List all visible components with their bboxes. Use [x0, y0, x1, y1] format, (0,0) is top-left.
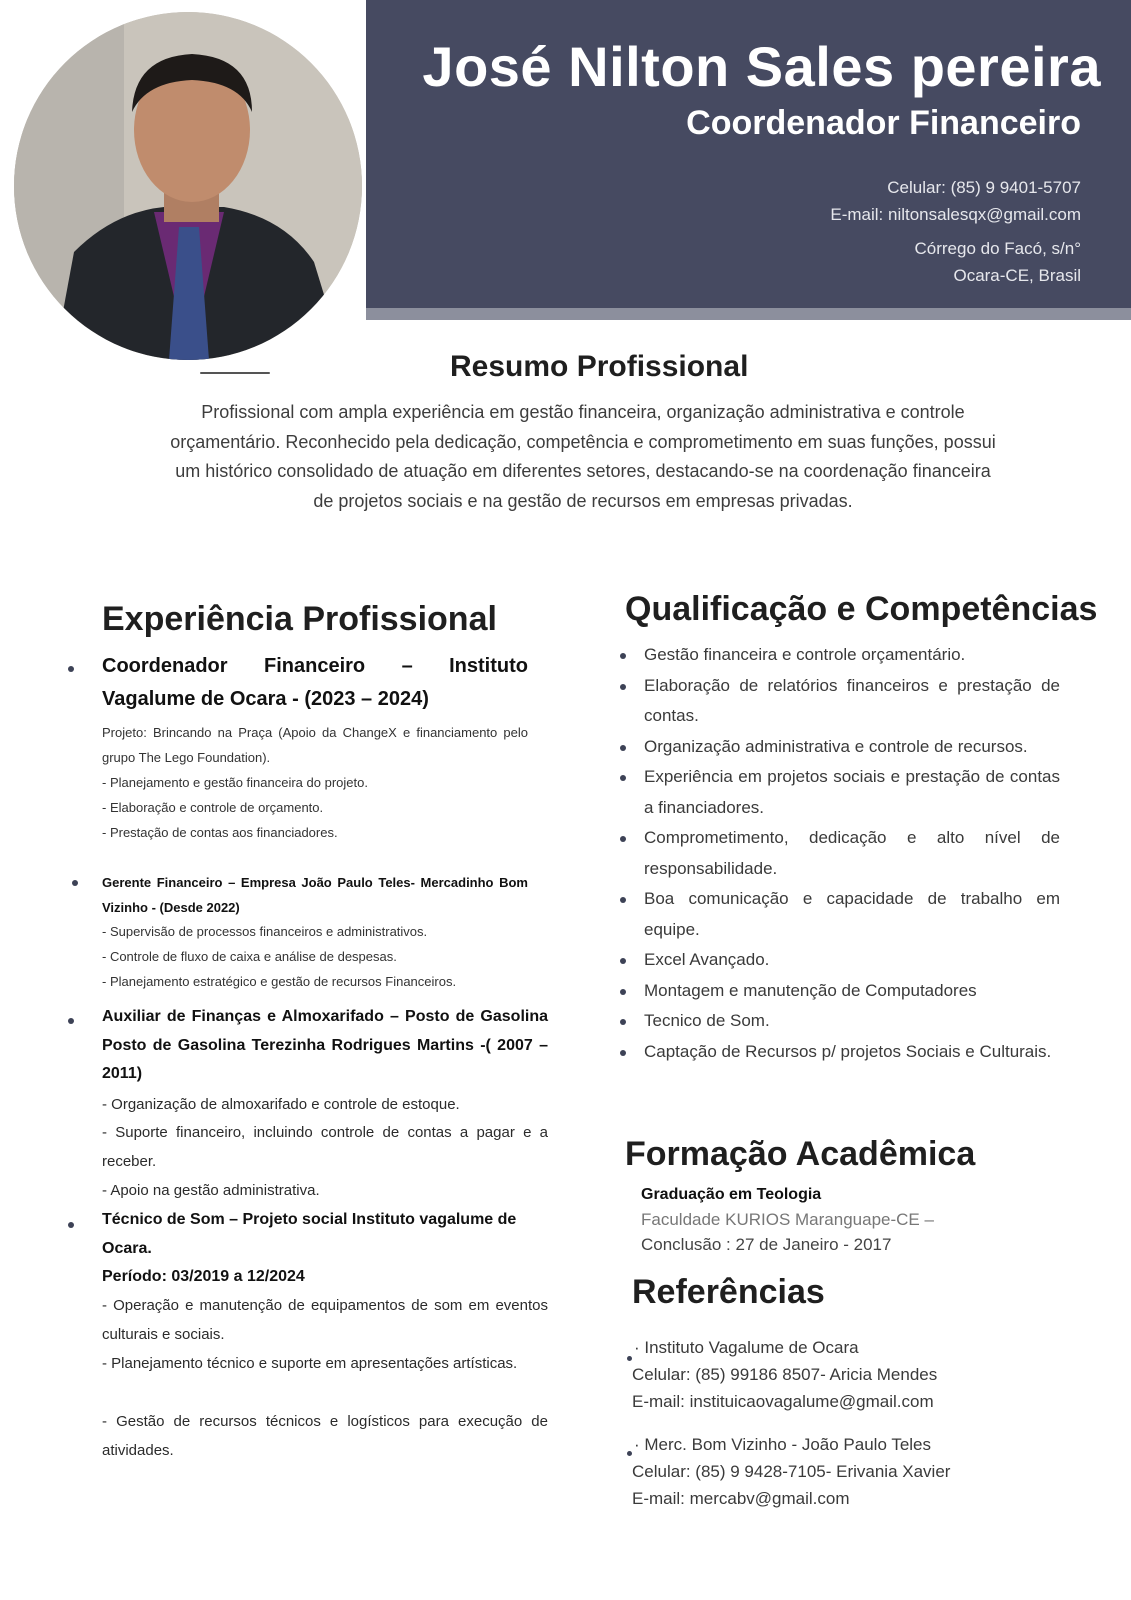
reference-2-email: E-mail: mercabv@gmail.com: [632, 1489, 850, 1508]
reference-2-phone: Celular: (85) 9 9428-7105- Erivania Xavier: [632, 1462, 951, 1481]
bullet-icon: [627, 1451, 632, 1456]
job4-title: Técnico de Som – Projeto social Instituto vagalume de Ocara.: [102, 1211, 517, 1257]
experience-title: Experiência Profissional: [102, 600, 497, 638]
education-school: Faculdade KURIOS Maranguape-CE –: [641, 1210, 934, 1229]
address-line-2: Ocara-CE, Brasil: [953, 266, 1081, 285]
job1-item-1: - Planejamento e gestão financeira do projeto.: [102, 775, 368, 790]
summary-title: Resumo Profissional: [450, 350, 749, 383]
address-line-1: Córrego do Facó, s/n°: [914, 239, 1081, 258]
qualification-item: Tecnico de Som.: [620, 1006, 1060, 1037]
reference-1-email: E-mail: instituicaovagalume@gmail.com: [632, 1392, 934, 1411]
education-degree: Graduação em Teologia: [641, 1186, 822, 1203]
job1-item-2: - Elaboração e controle de orçamento.: [102, 800, 324, 815]
qualifications-list: [620, 640, 1060, 1067]
job3-item-1: - Organização de almoxarifado e controle de estoque.: [102, 1096, 460, 1113]
job3-item-2: - Suporte financeiro, incluindo controle de contas a pagar e a receber.: [102, 1124, 548, 1170]
candidate-role: Coordenador Financeiro: [686, 104, 1081, 142]
bullet-icon: [68, 1222, 74, 1228]
job1-title: Coordenador Financeiro – Instituto Vagalume de Ocara - (2023 – 2024): [102, 655, 528, 710]
reference-1-name: · Instituto Vagalume de Ocara: [634, 1338, 859, 1357]
job4-item-2: - Planejamento técnico e suporte em apresentações artísticas.: [102, 1355, 518, 1372]
job4-item-3: - Gestão de recursos técnicos e logísticos para execução de atividades.: [102, 1413, 548, 1459]
education-conclusion: Conclusão : 27 de Janeiro - 2017: [641, 1235, 892, 1254]
qualification-item: Montagem e manutenção de Computadores: [620, 976, 1060, 1007]
photo-shadow-line: [200, 372, 270, 374]
education-title: Formação Acadêmica: [625, 1135, 976, 1173]
profile-photo-illustration: [14, 12, 362, 360]
qualification-item: Boa comunicação e capacidade de trabalho em equipe.: [620, 884, 1060, 945]
qualification-item: Experiência em projetos sociais e prestação de contas a financiadores.: [620, 762, 1060, 823]
job1-project: Projeto: Brincando na Praça (Apoio da ChangeX e financiamento pelo grupo The Lego Foundation).: [102, 725, 528, 765]
candidate-name: José Nilton Sales pereira: [422, 35, 1101, 98]
job2-item-2: - Controle de fluxo de caixa e análise de despesas.: [102, 949, 397, 964]
profile-photo: [14, 12, 362, 360]
qualifications-title: Qualificação e Competências: [625, 590, 1098, 628]
qualification-item: Excel Avançado.: [620, 945, 1060, 976]
qualification-item: Captação de Recursos p/ projetos Sociais e Culturais.: [620, 1037, 1060, 1068]
job1-item-3: - Prestação de contas aos financiadores.: [102, 825, 338, 840]
phone-text: Celular: (85) 9 9401-5707: [887, 178, 1081, 197]
reference-2-name: · Merc. Bom Vizinho - João Paulo Teles: [634, 1435, 932, 1454]
header-stripe: [366, 308, 1131, 320]
bullet-icon: [68, 666, 74, 672]
references-title: Referências: [632, 1273, 825, 1311]
email-text: E-mail: niltonsalesqx@gmail.com: [830, 205, 1081, 224]
qualification-item: Comprometimento, dedicação e alto nível de responsabilidade.: [620, 823, 1060, 884]
job2-title: Gerente Financeiro – Empresa João Paulo Teles- Mercadinho Bom Vizinho - (Desde 2022): [102, 875, 528, 915]
job3-item-3: - Apoio na gestão administrativa.: [102, 1182, 320, 1199]
reference-1-phone: Celular: (85) 99186 8507- Aricia Mendes: [632, 1365, 938, 1384]
qualification-item: Organização administrativa e controle de recursos.: [620, 732, 1060, 763]
job4-period: Período: 03/2019 a 12/2024: [102, 1268, 305, 1285]
job4-item-1: - Operação e manutenção de equipamentos de som em eventos culturais e sociais.: [102, 1297, 548, 1343]
job2-item-1: - Supervisão de processos financeiros e administrativos.: [102, 924, 428, 939]
qualification-item: Gestão financeira e controle orçamentário.: [620, 640, 1060, 671]
job2-item-3: - Planejamento estratégico e gestão de recursos Financeiros.: [102, 974, 457, 989]
qualification-item: Elaboração de relatórios financeiros e prestação de contas.: [620, 671, 1060, 732]
bullet-icon: [72, 880, 78, 886]
summary-text: Profissional com ampla experiência em gestão financeira, organização administrativa e controle orçamentário. Reconhecido pela dedicação, competência e comprometimento em suas funções, possui um histórico consolidado de atuação em diferentes setores, destacando-se na coordenação financeira de projetos sociais e na gestão de recursos em empresas privadas.: [170, 402, 996, 511]
bullet-icon: [68, 1018, 74, 1024]
job3-title: Auxiliar de Finanças e Almoxarifado – Posto de Gasolina Posto de Gasolina Terezinha Rodrigues Martins -( 2007 – 2011): [102, 1008, 548, 1082]
